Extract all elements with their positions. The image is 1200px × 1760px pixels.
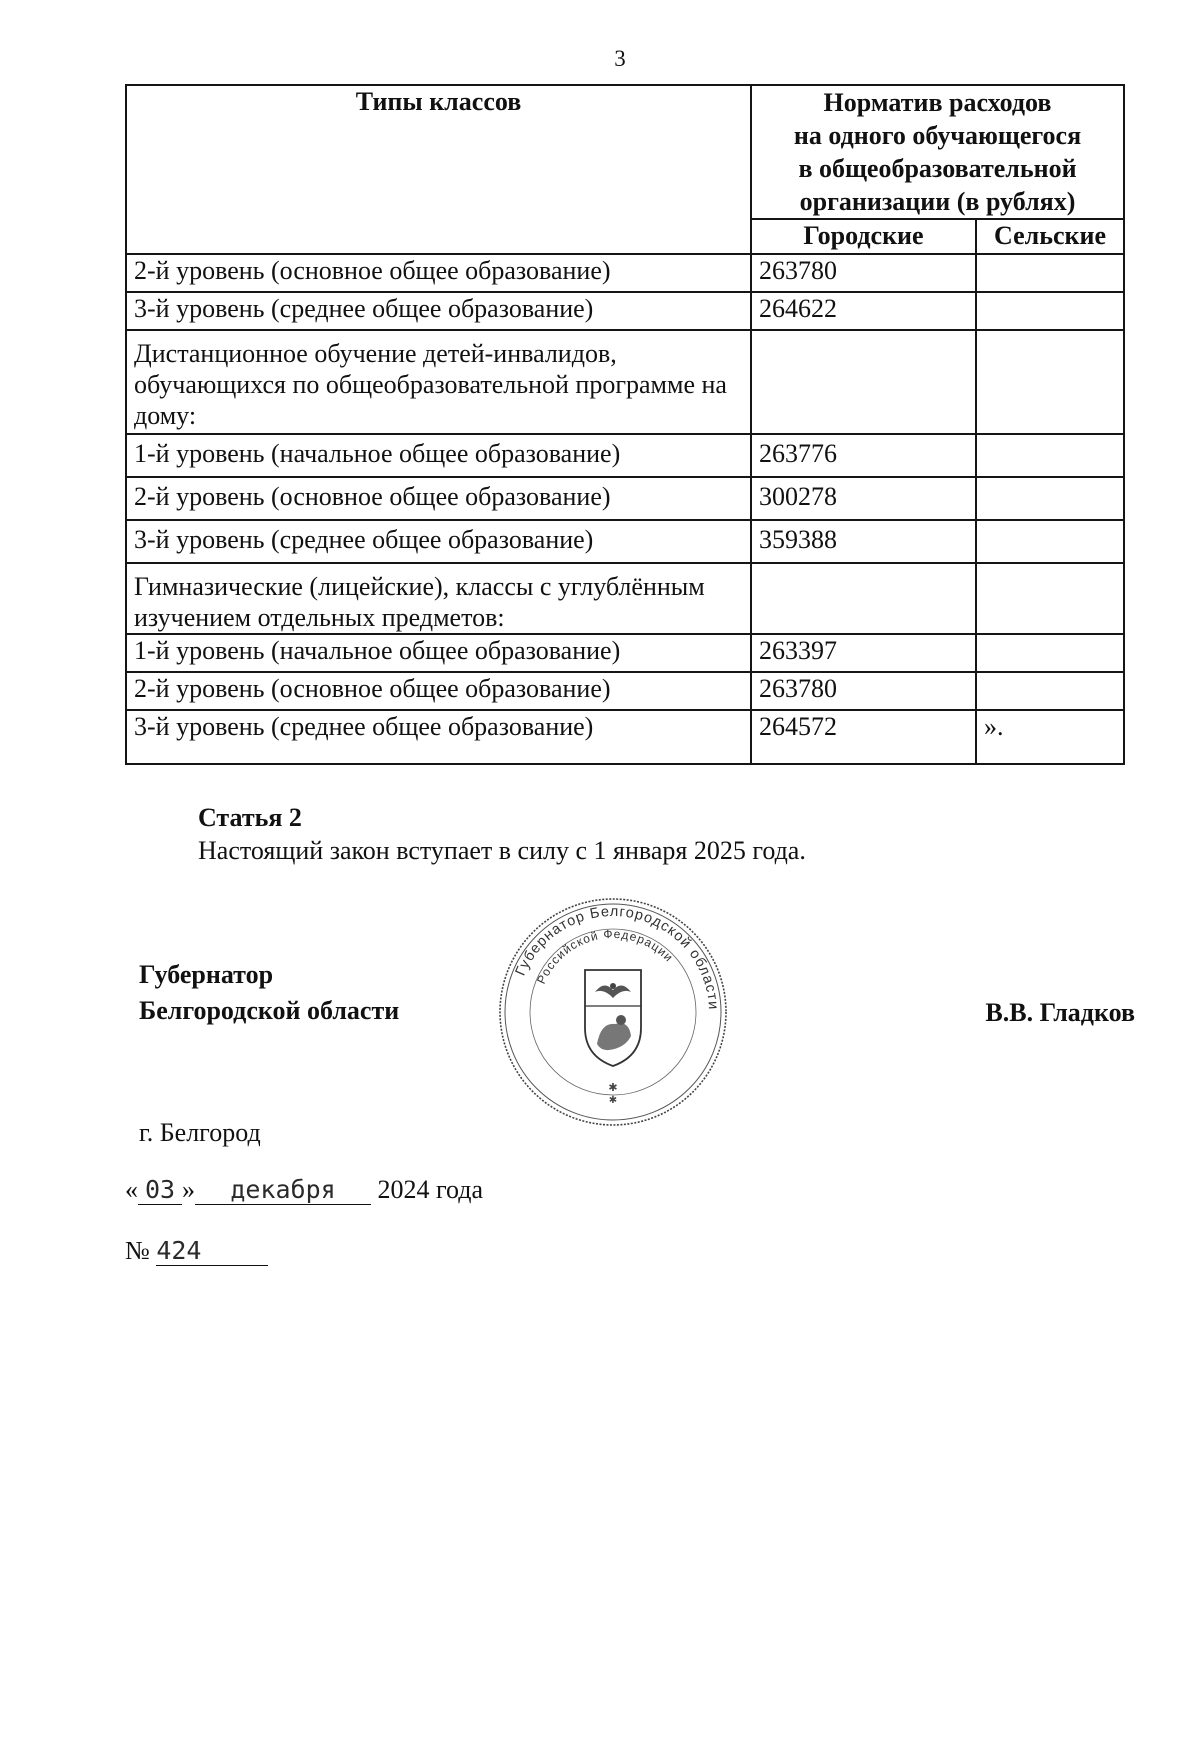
urban-value: 264622 bbox=[751, 292, 976, 330]
norm-header-line: на одного обучающегося bbox=[793, 121, 1082, 150]
number-value: 424 bbox=[156, 1236, 268, 1266]
seal-text-path: Губернатор Белгородской области bbox=[512, 903, 722, 1011]
date-open-quote: « bbox=[125, 1175, 138, 1204]
seal-inner-text-path: Российской Федерации bbox=[534, 926, 677, 987]
date-year: 2024 года bbox=[377, 1175, 484, 1204]
date-month: декабря bbox=[195, 1175, 371, 1205]
row-label: 3-й уровень (среднее общее образование) bbox=[126, 292, 751, 330]
table-row bbox=[126, 292, 1124, 330]
table-row bbox=[126, 634, 1124, 672]
row-label: 3-й уровень (среднее общее образование) bbox=[126, 520, 751, 563]
table-row bbox=[126, 672, 1124, 710]
urban-value: 263776 bbox=[751, 434, 976, 477]
row-label: 2-й уровень (основное общее образование) bbox=[126, 477, 751, 520]
section-label-gymnasium: Гимназические (лицейские), классы с углублённым изучением отдельных предметов: bbox=[126, 563, 751, 634]
urban-value: 263780 bbox=[751, 672, 976, 710]
row-label: 2-й уровень (основное общее образование) bbox=[126, 672, 751, 710]
rural-value bbox=[976, 520, 1124, 563]
rural-value bbox=[976, 672, 1124, 710]
seal-text bbox=[513, 904, 721, 1011]
table-row bbox=[126, 254, 1124, 292]
column-header-urban: Городские bbox=[751, 219, 976, 254]
norm-header-line: в общеобразовательной bbox=[798, 154, 1077, 183]
article-2 bbox=[198, 801, 806, 867]
date-day: 03 bbox=[138, 1175, 182, 1205]
rural-value bbox=[976, 434, 1124, 477]
row-label: 3-й уровень (среднее общее образование) bbox=[126, 710, 751, 764]
column-header-norm bbox=[751, 85, 1124, 219]
signer-title-line: Белгородской области bbox=[139, 996, 400, 1025]
urban-value: 263780 bbox=[751, 254, 976, 292]
rural-value bbox=[976, 254, 1124, 292]
signer-title-line: Губернатор bbox=[139, 960, 274, 989]
page-number: 3 bbox=[614, 46, 626, 71]
urban-value: 300278 bbox=[751, 477, 976, 520]
table-row bbox=[126, 710, 1124, 764]
table-row-section bbox=[126, 563, 1124, 634]
rural-value bbox=[976, 477, 1124, 520]
norm-header-line: организации (в рублях) bbox=[799, 187, 1076, 216]
urban-value bbox=[751, 563, 976, 634]
number-sign: № bbox=[125, 1236, 150, 1265]
closing-quote: ». bbox=[976, 710, 1124, 764]
section-label-distance: Дистанционное обучение детей-инвалидов, обучающихся по общеобразовательной программе на дому: bbox=[126, 330, 751, 434]
signing-date bbox=[125, 1175, 483, 1205]
rural-value bbox=[976, 634, 1124, 672]
city: г. Белгород bbox=[139, 1118, 261, 1147]
urban-value: 359388 bbox=[751, 520, 976, 563]
urban-value: 264572 bbox=[751, 710, 976, 764]
row-label: 2-й уровень (основное общее образование) bbox=[126, 254, 751, 292]
article-text: Настоящий закон вступает в силу с 1 января 2025 года. bbox=[198, 836, 806, 865]
table-row bbox=[126, 434, 1124, 477]
urban-value: 263397 bbox=[751, 634, 976, 672]
signer-name: В.В. Гладков bbox=[985, 998, 1135, 1027]
row-label: 1-й уровень (начальное общее образование) bbox=[126, 434, 751, 477]
column-header-rural: Сельские bbox=[976, 219, 1124, 254]
table-row bbox=[126, 477, 1124, 520]
seal-star-icon: ✱ bbox=[608, 1095, 618, 1106]
signer-title bbox=[139, 957, 399, 1029]
seal-star-icon: ✱ bbox=[608, 1082, 618, 1094]
column-header-types: Типы классов bbox=[126, 85, 751, 254]
document-number bbox=[125, 1236, 268, 1266]
rural-value bbox=[976, 563, 1124, 634]
table-row bbox=[126, 520, 1124, 563]
norms-table bbox=[125, 84, 1125, 765]
official-seal bbox=[497, 896, 729, 1128]
rural-value bbox=[976, 292, 1124, 330]
article-heading: Статья 2 bbox=[198, 803, 302, 832]
norm-header-line: Норматив расходов bbox=[823, 88, 1052, 117]
urban-value bbox=[751, 330, 976, 434]
row-label: 1-й уровень (начальное общее образование) bbox=[126, 634, 751, 672]
coat-of-arms-icon bbox=[585, 970, 641, 1066]
table-row-section bbox=[126, 330, 1124, 434]
rural-value bbox=[976, 330, 1124, 434]
date-close-quote: » bbox=[182, 1175, 195, 1204]
